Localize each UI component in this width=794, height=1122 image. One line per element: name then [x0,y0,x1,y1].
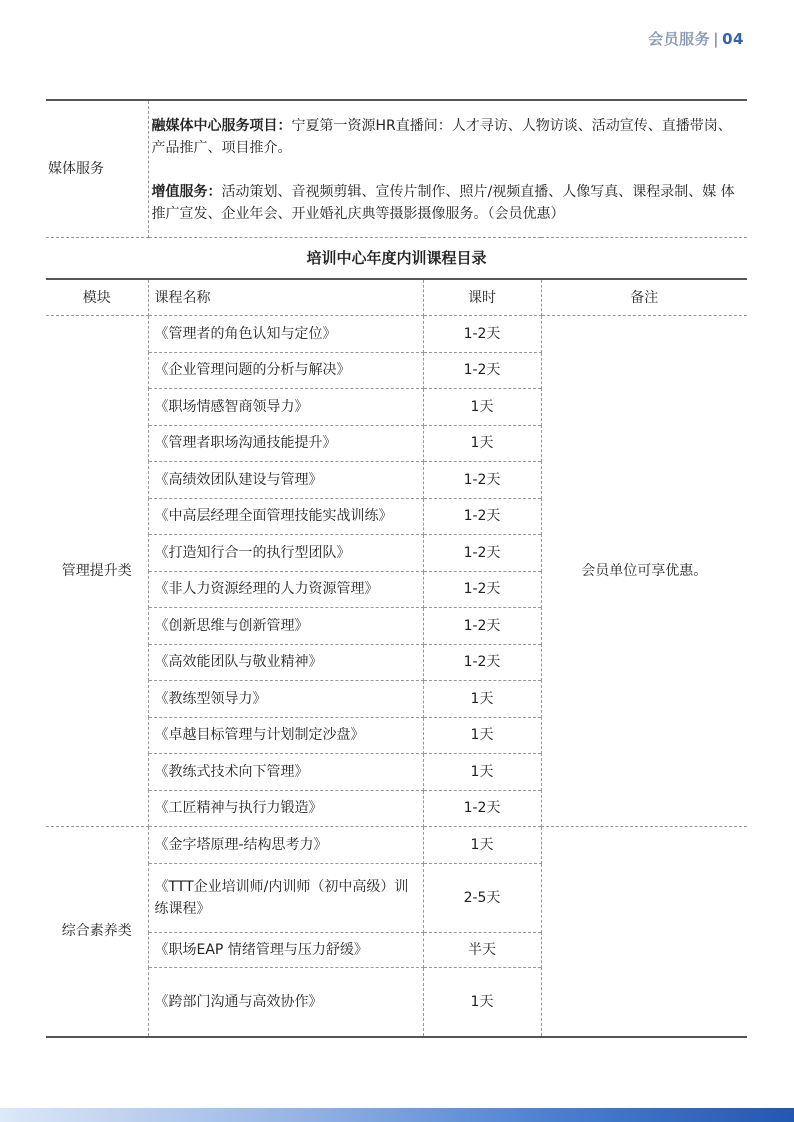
course-name: 《金字塔原理-结构思考力》 [148,827,423,864]
service-table [46,99,747,1038]
media-row [46,100,747,238]
col-header-course: 课程名称 [148,279,423,316]
course-hours: 1天 [423,425,541,462]
course-name: 《非人力资源经理的人力资源管理》 [148,571,423,608]
course-name: 《职场情感智商领导力》 [148,389,423,426]
course-hours: 1-2天 [423,535,541,572]
module-cell: 管理提升类 [46,316,148,827]
course-name: 《中高层经理全面管理技能实战训练》 [148,498,423,535]
course-name: 《TTT企业培训师/内训师（初中高级）训练课程》 [148,863,423,932]
note-cell: 会员单位可享优惠。 [541,316,747,827]
media-item2-title: 增值服务： [151,184,222,200]
course-name: 《创新思维与创新管理》 [148,608,423,645]
course-name: 《高绩效团队建设与管理》 [148,462,423,499]
course-hours: 1-2天 [423,316,541,353]
header-section: 会员服务 [648,30,711,48]
page-header [648,28,744,49]
course-hours: 1-2天 [423,608,541,645]
course-name: 《打造知行合一的执行型团队》 [148,535,423,572]
course-name: 《教练型领导力》 [148,681,423,718]
course-hours: 1-2天 [423,498,541,535]
course-name: 《职场EAP 情绪管理与压力舒缓》 [148,932,423,967]
course-hours: 1天 [423,389,541,426]
page-number: 04 [722,30,744,48]
course-hours: 1-2天 [423,644,541,681]
note-cell [541,827,747,1037]
course-hours: 1天 [423,827,541,864]
media-label: 媒体服务 [46,100,148,238]
course-hours: 1-2天 [423,352,541,389]
col-header-module: 模块 [46,279,148,316]
media-item2-text: 活动策划、音视频剪辑、宣传片制作、照片/视频直播、人像写真、课程录制、媒 体推广宣发、企业年会、开业婚礼庆典等摄影摄像服务。（会员优惠） [151,184,735,222]
header-separator: | [713,30,720,48]
course-hours: 1-2天 [423,462,541,499]
course-hours: 半天 [423,932,541,967]
course-hours: 1-2天 [423,571,541,608]
col-header-note: 备注 [541,279,747,316]
col-header-hours: 课时 [423,279,541,316]
course-hours: 1天 [423,681,541,718]
course-hours: 1天 [423,717,541,754]
table-row [46,827,747,864]
course-hours: 1天 [423,754,541,791]
table-header-row [46,279,747,316]
course-hours: 2-5天 [423,863,541,932]
course-hours: 1天 [423,967,541,1037]
course-name: 《工匠精神与执行力锻造》 [148,790,423,827]
training-title-row [46,238,747,280]
footer-bar [0,1108,794,1122]
module-cell: 综合素养类 [46,827,148,1037]
course-name: 《跨部门沟通与高效协作》 [148,967,423,1037]
media-content [148,100,747,238]
course-name: 《卓越目标管理与计划制定沙盘》 [148,717,423,754]
table-row [46,316,747,353]
course-name: 《高效能团队与敬业精神》 [148,644,423,681]
course-name: 《管理者的角色认知与定位》 [148,316,423,353]
course-hours: 1-2天 [423,790,541,827]
course-name: 《管理者职场沟通技能提升》 [148,425,423,462]
training-title: 培训中心年度内训课程目录 [46,238,747,280]
course-name: 《企业管理问题的分析与解决》 [148,352,423,389]
media-item1-title: 融媒体中心服务项目： [151,118,292,134]
course-name: 《教练式技术向下管理》 [148,754,423,791]
media-item1-text: 宁夏第一资源HR直播间：人才寻访、人物访谈、活动宣传、直播带岗、 产品推广、项目推介。 [151,118,732,156]
